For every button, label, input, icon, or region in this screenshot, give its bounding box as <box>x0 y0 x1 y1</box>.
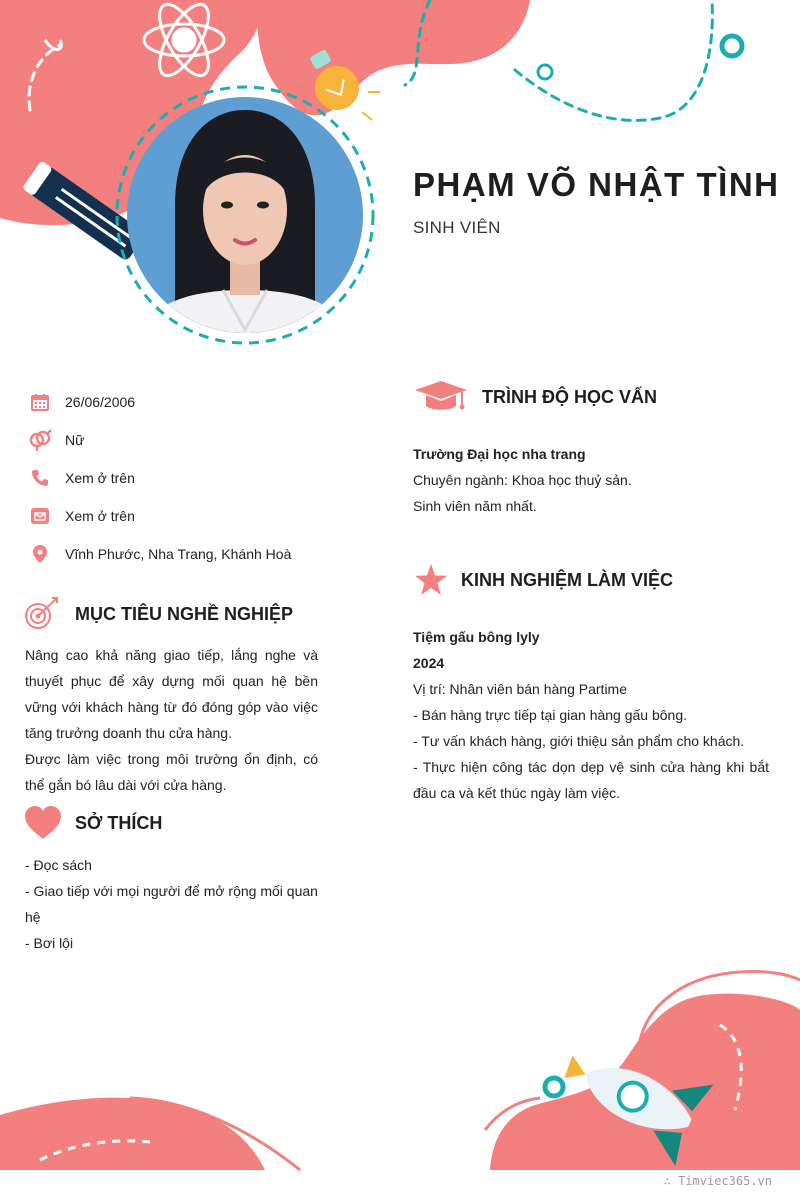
address-value: Vĩnh Phước, Nha Trang, Khánh Hoà <box>65 546 292 562</box>
list-item: - Giao tiếp với mọi người để mở rộng mối quan hệ <box>25 883 318 925</box>
location-pin-icon <box>28 542 52 566</box>
objective-paragraph: Được làm việc trong môi trường ổn định, có thể gắn bó lâu dài với cửa hàng. <box>25 751 318 793</box>
list-item: - Đọc sách <box>25 857 92 873</box>
experience-details <box>413 624 769 806</box>
education-heading <box>414 380 657 414</box>
contact-address <box>28 535 368 573</box>
phone-value: Xem ở trên <box>65 470 135 486</box>
experience-title: KINH NGHIỆM LÀM VIỆC <box>461 569 674 590</box>
email-value: Xem ở trên <box>65 508 135 524</box>
brand-watermark: ∴ Timviec365.vn <box>663 1174 772 1188</box>
contact-email <box>28 497 368 535</box>
graduation-cap-icon <box>414 380 468 414</box>
hobbies-title: SỞ THÍCH <box>75 812 163 833</box>
star-icon <box>414 563 448 597</box>
list-item: - Thực hiện công tác dọn dẹp vệ sinh cửa hàng khi bắt đầu ca và kết thúc ngày làm việc. <box>413 759 769 801</box>
contact-birthday <box>28 383 368 421</box>
phone-icon <box>28 466 52 490</box>
job-position: Vị trí: Nhân viên bán hàng Partime <box>413 681 628 697</box>
candidate-role: SINH VIÊN <box>413 218 501 237</box>
contact-phone <box>28 459 368 497</box>
major: Chuyên ngành: Khoa học thuỷ sản. <box>413 472 632 488</box>
experience-heading <box>414 563 673 597</box>
company-name: Tiệm gấu bông lyly <box>413 629 540 645</box>
target-icon <box>24 596 60 632</box>
list-item: - Bơi lội <box>25 935 74 951</box>
list-item: - Bán hàng trực tiếp tại gian hàng gấu bông. <box>413 707 688 723</box>
birthday-value: 26/06/2006 <box>65 394 136 410</box>
heart-icon <box>24 806 62 840</box>
candidate-name: PHẠM VÕ NHẬT TÌNH <box>413 166 780 203</box>
contact-gender <box>28 421 368 459</box>
education-title: TRÌNH ĐỘ HỌC VẤN <box>482 386 657 407</box>
hobbies-heading <box>24 806 162 840</box>
study-status: Sinh viên năm nhất. <box>413 498 537 514</box>
avatar <box>115 85 375 345</box>
objective-title: MỤC TIÊU NGHỀ NGHIỆP <box>75 603 294 624</box>
list-item: - Tư vấn khách hàng, giới thiệu sản phẩm cho khách. <box>413 733 745 749</box>
contact-info <box>28 383 368 573</box>
objective-heading <box>24 596 293 632</box>
objective-text <box>25 642 318 798</box>
hobbies-list <box>25 852 325 956</box>
email-icon <box>28 504 52 528</box>
education-details <box>413 441 773 519</box>
gender-icon <box>28 428 52 452</box>
gender-value: Nữ <box>65 432 85 448</box>
calendar-icon <box>28 390 52 414</box>
objective-paragraph: Nâng cao khả năng giao tiếp, lắng nghe và thuyết phục để xây dựng mối quan hệ bền vững với khách hàng từ đó đóng góp vào việc tăng trưởng doanh thu cửa hàng. <box>25 647 318 741</box>
experience-year: 2024 <box>413 655 445 671</box>
school-name: Trường Đại học nha trang <box>413 446 586 462</box>
